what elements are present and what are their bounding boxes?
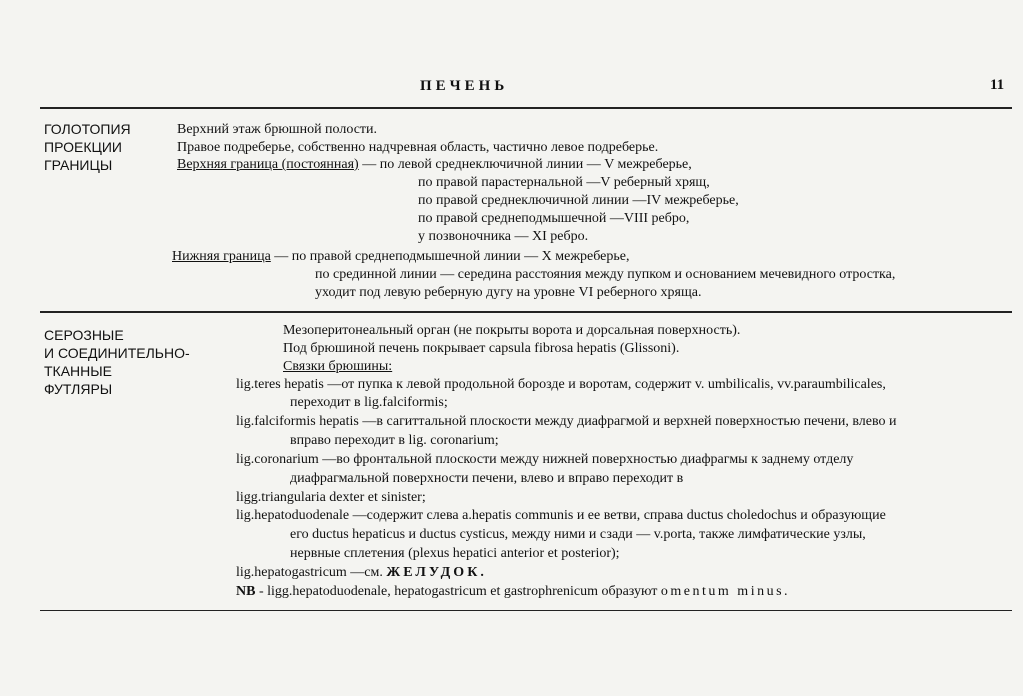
lower-border-label: Нижняя граница [172,249,271,264]
text-line: нервные сплетения (plexus hepatici anterior et posterior); [290,546,620,561]
cross-reference: ЖЕЛУДОК. [386,565,487,580]
section-heading-line: ПРОЕКЦИИ [44,139,122,155]
text-line: по правой среднеподмышечной —VIII ребро, [418,211,690,226]
text-line [172,249,630,265]
text-line: его ductus hepaticus и ductus cysticus, между ними и сзади — v.porta, также лимфатические узлы, [290,527,866,542]
text-line: lig.coronarium —во фронтальной плоскости между нижней поверхностью диафрагмы к заднему отделу [236,452,854,467]
section-heading-topography [44,120,131,174]
text-line: переходит в lig.falciformis; [290,395,448,410]
section-heading-line: СЕРОЗНЫЕ [44,327,124,343]
section-heading-line: ГОЛОТОПИЯ [44,121,131,137]
text-line: у позвоночника — XI ребро. [418,229,589,244]
divider-middle [40,311,1012,313]
divider-bottom [40,610,1012,611]
section-heading-line: ТКАННЫЕ [44,363,112,379]
upper-border-text: — по левой среднеключичной линии — V межреберье, [358,157,692,172]
section-heading-line: И СОЕДИНИТЕЛЬНО- [44,345,190,361]
section-heading-line: ГРАНИЦЫ [44,157,113,173]
upper-border-label: Верхняя граница (постоянная) [177,157,359,172]
text-segment: . [784,584,788,599]
text-line [236,565,487,581]
page-title: ПЕЧЕНЬ [420,78,509,94]
page-number: 11 [990,77,1005,93]
text-line: Верхний этаж брюшной полости. [177,122,378,137]
text-line: ligg.triangularia dexter et sinister; [236,490,426,505]
text-line: по правой парастернальной —V реберный хрящ, [418,175,710,190]
text-line [236,584,788,600]
text-line: диафрагмальной поверхности печени, влево и вправо переходит в [290,471,684,486]
text-line [177,157,692,173]
text-line: Под брюшиной печень покрывает capsula fibrosa hepatis (Glissoni). [283,341,680,356]
text-line: lig.teres hepatis —от пупка к левой продольной борозде и воротам, содержит v. umbilicalis, vv.paraumbilicales, [236,377,886,392]
text-line: lig.hepatoduodenale —содержит слева a.hepatis communis и ее ветви, справа ductus choledochus и образующие [236,508,886,523]
text-line: вправо переходит в lig. coronarium; [290,433,499,448]
section-heading-serous [44,326,190,398]
divider-top [40,107,1012,109]
section-heading-line: ФУТЛЯРЫ [44,381,113,397]
text-line: Мезоперитонеальный орган (не покрыты ворота и дорсальная поверхность). [283,323,741,338]
text-line: уходит под левую реберную дугу на уровне VI реберного хряща. [315,285,702,300]
text-line: по срединной линии — середина расстояния между пупком и основанием мечевидного отростка, [315,267,896,282]
text-segment: - ligg.hepatoduodenale, hepatogastricum et gastrophrenicum образуют [255,584,661,599]
text-segment: lig.hepatogastricum —см. [236,565,387,580]
text-line: Правое подреберье, собственно надчревная область, частично левое подреберье. [177,140,659,155]
text-line: по правой среднеключичной линии —IV межреберье, [418,193,739,208]
lower-border-text: — по правой среднеподмышечной линии — X межреберье, [270,249,630,264]
text-line: lig.falciformis hepatis —в сагиттальной плоскости между диафрагмой и верхней поверхностью печени, влево и [236,414,897,429]
nota-bene-label: NB [236,584,256,599]
emphasized-term: omentum minus [660,584,785,599]
ligaments-heading: Связки брюшины: [283,359,393,374]
